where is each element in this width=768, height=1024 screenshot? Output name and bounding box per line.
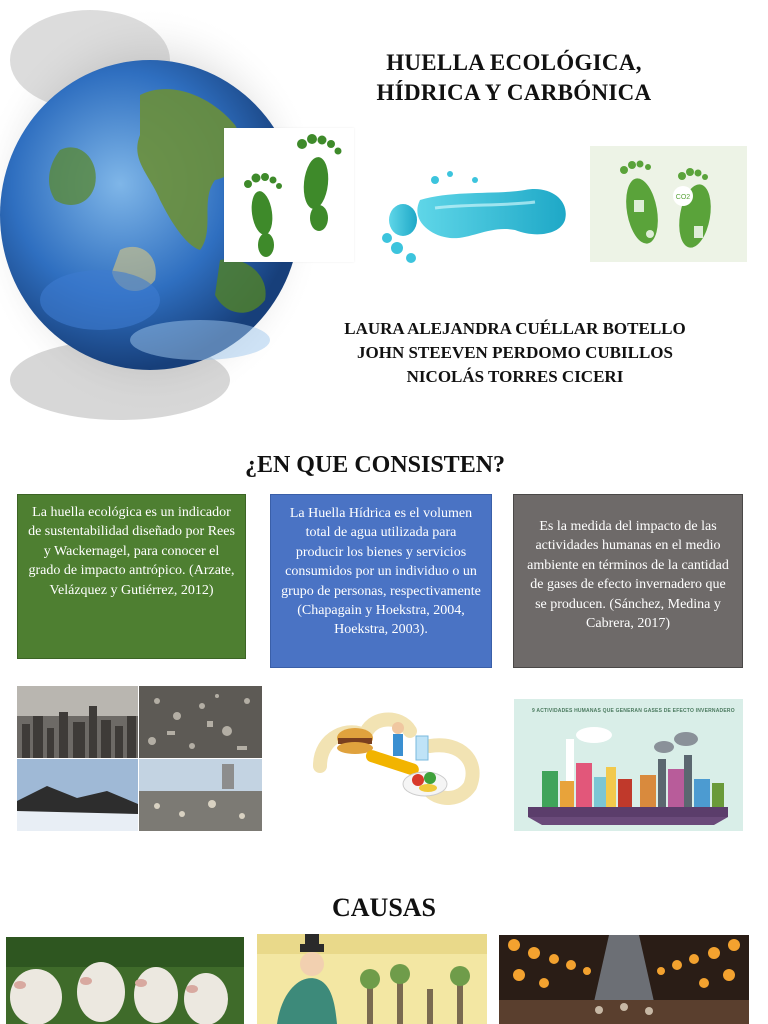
food-water-usage-image bbox=[310, 706, 485, 811]
water-footprint-image bbox=[375, 160, 575, 266]
ecological-footprint-definition bbox=[17, 494, 246, 659]
author-3: NICOLÁS TORRES CICERI bbox=[406, 367, 624, 386]
section-heading-consisten: ¿EN QUE CONSISTEN? bbox=[244, 452, 506, 478]
greenhouse-gas-industry-image bbox=[514, 699, 743, 831]
industry-caption: 9 ACTIVIDADES HUMANAS QUE GENERAN GASES DE EFECTO INVERNADERO bbox=[532, 708, 735, 714]
svg-text:CO2: CO2 bbox=[675, 194, 691, 201]
definition-text: Es la medida del impacto de las actividades humanas en el medio ambiente en términos de la cantidad de gases de efecto invernadero que se producen. (Sánchez, Medina y Cabrera, 2017) bbox=[527, 519, 729, 632]
consumerism-street-market-image bbox=[499, 935, 749, 1024]
pollution-collage-image bbox=[17, 686, 262, 831]
deforestation-cartoon-image bbox=[257, 934, 487, 1024]
author-2: JOHN STEEVEN PERDOMO CUBILLOS bbox=[357, 343, 673, 362]
authors-list bbox=[300, 317, 730, 389]
section-heading-causas: CAUSAS bbox=[331, 893, 437, 922]
definition-text: La huella ecológica es un indicador de sustentabilidad diseñado por Rees y Wackernagel, para conocer el grado de impacto antrópico. (Arzate, Velázquez y Gutiérrez, 2012) bbox=[28, 505, 235, 598]
carbon-footprint-definition bbox=[513, 494, 743, 668]
author-1: LAURA ALEJANDRA CUÉLLAR BOTELLO bbox=[344, 319, 686, 338]
title-line-1: HUELLA ECOLÓGICA, bbox=[386, 50, 642, 75]
ecological-footprint-image bbox=[224, 128, 354, 262]
carbon-footprint-image bbox=[590, 146, 747, 262]
poster-title bbox=[330, 48, 698, 108]
water-footprint-definition bbox=[270, 494, 492, 668]
definition-text: La Huella Hídrica es el volumen total de agua utilizada para producir los bienes y servicios consumidos por un individuo o un grupo de personas, respectivamente (Chapagain y Hoekstra, 2004, Hoekstra, 2003). bbox=[281, 506, 481, 638]
title-line-2: HÍDRICA Y CARBÓNICA bbox=[376, 80, 652, 105]
livestock-image bbox=[6, 937, 244, 1024]
